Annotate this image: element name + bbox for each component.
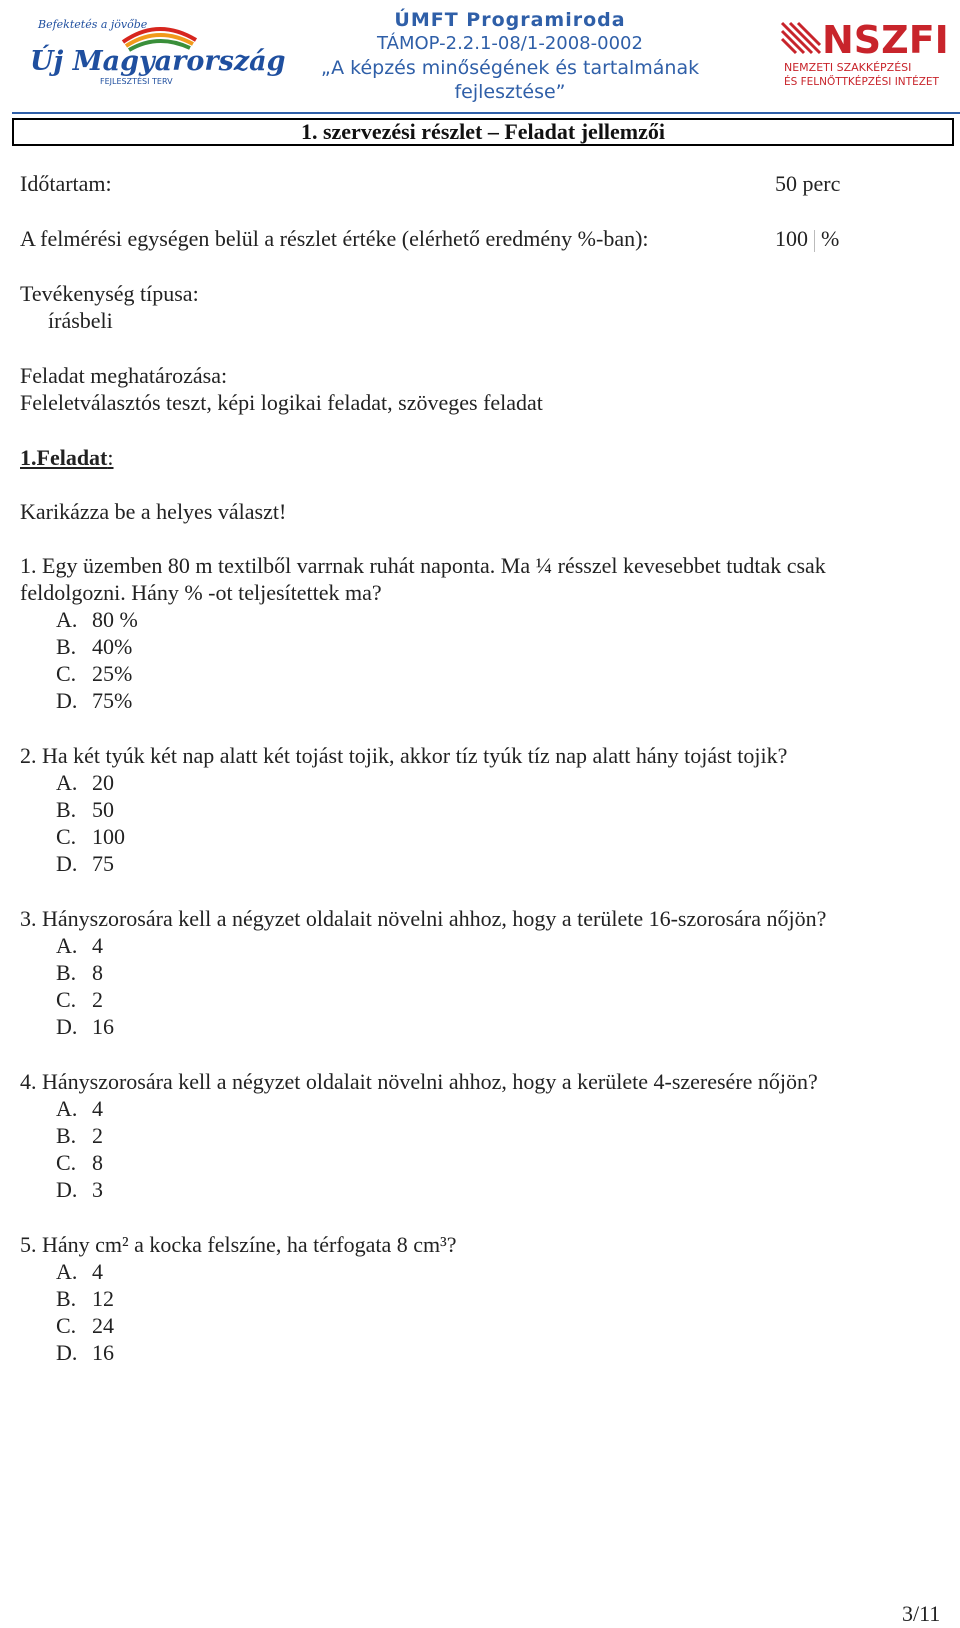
question-4-option-d[interactable]: D. 3 [56, 1177, 103, 1202]
definition-label: Feladat meghatározása: [20, 363, 228, 388]
question-4-option-a[interactable]: A. 4 [56, 1096, 103, 1121]
question-1-line-2: feldolgozni. Hány % -ot teljesítettek ma? [20, 580, 382, 605]
header-divider [12, 112, 960, 114]
question-4-option-b[interactable]: B. 2 [56, 1123, 103, 1148]
svg-text:NSZFI: NSZFI [822, 18, 949, 62]
svg-text:Befektetés a jövőbe: Befektetés a jövőbe [38, 18, 148, 31]
question-2-option-d[interactable]: D. 75 [56, 851, 114, 876]
instruction: Karikázza be a helyes választ! [20, 499, 287, 524]
project-code: TÁMOP-2.2.1-08/1-2008-0002 [377, 33, 643, 54]
page-number: 3/11 [902, 1601, 941, 1626]
task-heading [20, 444, 114, 472]
question-1-option-d[interactable]: D. 75% [56, 688, 133, 713]
question-3-line-1: 3. Hányszorosára kell a négyzet oldalait növelni ahhoz, hogy a területe 16-szorosára nőjön? [20, 906, 827, 931]
value-unit: % [821, 226, 840, 251]
task-word: Feladat [36, 445, 108, 470]
question-4-line-1: 4. Hányszorosára kell a négyzet oldalait növelni ahhoz, hogy a kerülete 4-szeresére nőjön? [20, 1069, 818, 1094]
activity-value: írásbeli [48, 308, 113, 333]
section-title: 1. szervezési részlet – Feladat jellemzői [12, 118, 954, 146]
value-number: 100 [775, 226, 808, 251]
question-5-option-a[interactable]: A. 4 [56, 1259, 103, 1284]
nszfi-logo [782, 15, 952, 90]
question-1-line-1: 1. Egy üzemben 80 m textilből varrnak ruhát naponta. Ma ¼ résszel kevesebbet tudtak csak [20, 553, 826, 578]
value-separator [814, 230, 815, 252]
question-5-line-1: 5. Hány cm² a kocka felszíne, ha térfogata 8 cm³? [20, 1232, 457, 1257]
question-5-option-b[interactable]: B. 12 [56, 1286, 114, 1311]
question-4-option-c[interactable]: C. 8 [56, 1150, 103, 1175]
question-1-option-c[interactable]: C. 25% [56, 661, 133, 686]
duration-value: 50 perc [775, 171, 841, 196]
definition-value: Feleletválasztós teszt, képi logikai feladat, szöveges feladat [20, 390, 543, 415]
value-label: A felmérési egységen belül a részlet értéke (elérhető eredmény %-ban): [20, 226, 649, 251]
question-2-line-1: 2. Ha két tyúk két nap alatt két tojást tojik, akkor tíz tyúk tíz nap alatt hány tojást tojik? [20, 743, 788, 768]
question-3-option-b[interactable]: B. 8 [56, 960, 103, 985]
question-1-option-a[interactable]: A. 80 % [56, 607, 138, 632]
project-title-line1: „A képzés minőségének és tartalmának [320, 57, 700, 79]
question-2-option-c[interactable]: C. 100 [56, 824, 125, 849]
task-colon: : [107, 445, 114, 470]
question-1-option-b[interactable]: B. 40% [56, 634, 133, 659]
task-number: 1. [20, 445, 37, 470]
question-2-option-b[interactable]: B. 50 [56, 797, 114, 822]
activity-label: Tevékenység típusa: [20, 281, 199, 306]
duration-label: Időtartam: [20, 171, 112, 196]
question-5-option-c[interactable]: C. 24 [56, 1313, 114, 1338]
svg-text:ÉS FELNŐTTKÉPZÉSI INTÉZET: ÉS FELNŐTTKÉPZÉSI INTÉZET [784, 76, 939, 88]
question-3-option-c[interactable]: C. 2 [56, 987, 103, 1012]
program-office-heading [300, 8, 720, 104]
svg-text:Új Magyarország: Új Magyarország [30, 46, 286, 77]
svg-text:NEMZETI SZAKKÉPZÉSI: NEMZETI SZAKKÉPZÉSI [784, 61, 912, 74]
question-3-option-a[interactable]: A. 4 [56, 933, 103, 958]
program-office-name: ÚMFT Programiroda [394, 9, 626, 31]
value-percent [775, 225, 839, 253]
question-2-option-a[interactable]: A. 20 [56, 770, 114, 795]
question-3-option-d[interactable]: D. 16 [56, 1014, 114, 1039]
uj-magyarorszag-logo [28, 12, 286, 92]
question-5-option-d[interactable]: D. 16 [56, 1340, 114, 1365]
page-header [0, 0, 960, 110]
svg-text:FEJLESZTÉSI TERV: FEJLESZTÉSI TERV [100, 77, 173, 86]
project-title-line2: fejlesztése” [454, 81, 566, 103]
